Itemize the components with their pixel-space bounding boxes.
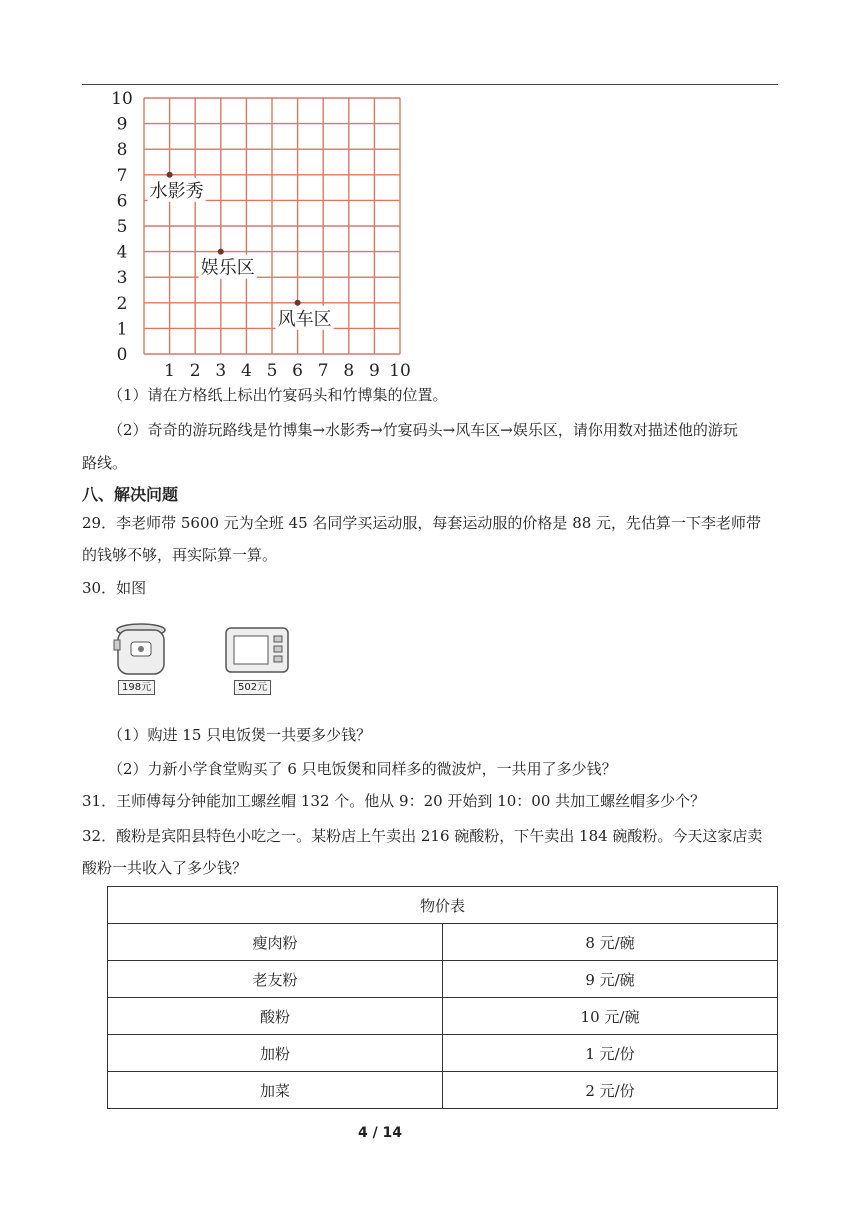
coordinate-grid [108,88,428,378]
y-tick-label: 10 [111,89,133,109]
x-tick-label: 3 [215,361,227,378]
table-cell-price: 10 元/碗 [443,998,778,1035]
y-tick-label: 9 [116,114,128,135]
table-cell-item: 加粉 [108,1035,443,1072]
grid-point [218,249,224,255]
table-cell-item: 加菜 [108,1072,443,1109]
y-tick-label: 4 [116,242,128,263]
table-row [108,1072,778,1109]
q30-sub2: （2）力新小学食堂购买了 6 只电饭煲和同样多的微波炉，一共用了多少钱？ [108,760,617,778]
table-row [108,924,778,961]
q32-line1: 32．酸粉是宾阳县特色小吃之一。某粉店上午卖出 216 碗酸粉，下午卖出 184 碗酸粉。今天这家店卖 [82,827,763,845]
section-title: 八、解决问题 [82,485,179,504]
y-tick-label: 6 [116,191,128,212]
q28-sub2-line1: （2）奇奇的游玩路线是竹博集→水影秀→竹宴码头→风车区→娱乐区，请你用数对描述他的游玩 [108,421,738,439]
rice-cooker-price: 198元 [118,680,155,695]
y-tick-label: 7 [116,165,128,186]
table-cell-item: 酸粉 [108,998,443,1035]
table-row [108,1035,778,1072]
x-tick-label: 9 [368,361,380,378]
y-tick-label: 1 [116,319,128,340]
price-table [107,886,778,1109]
table-row [108,998,778,1035]
q29-line1: 29．李老师带 5600 元为全班 45 名同学买运动服，每套运动服的价格是 88 元，先估算一下李老师带 [82,514,762,532]
table-cell-price: 9 元/碗 [443,961,778,998]
page-number: 4 / 14 [357,1125,403,1141]
x-tick-label: 1 [164,361,176,378]
grid-point [167,172,173,178]
y-tick-label: 3 [116,268,128,289]
x-tick-label: 4 [240,361,252,378]
q32-line2: 酸粉一共收入了多少钱？ [82,859,248,877]
q30-sub1: （1）购进 15 只电饭煲一共要多少钱？ [108,726,372,744]
q30-title: 30．如图 [82,579,147,597]
header-rule [82,84,778,85]
x-tick-label: 5 [266,361,278,378]
table-row [108,961,778,998]
y-tick-label: 8 [116,140,128,161]
q28-sub1: （1）请在方格纸上标出竹宴码头和竹博集的位置。 [108,386,448,404]
price-table-title-row [108,887,778,924]
rice-cooker-icon [108,620,178,680]
price-table-title: 物价表 [108,887,778,924]
microwave-icon [222,620,292,680]
grid-point [295,300,301,306]
rice-cooker-figure [108,620,178,693]
grid-chart [108,88,428,378]
microwave-price: 502元 [234,680,271,695]
table-cell-price: 1 元/份 [443,1035,778,1072]
y-tick-label: 5 [116,217,128,237]
x-tick-label: 10 [389,361,411,378]
table-cell-price: 8 元/碗 [443,924,778,961]
x-tick-label: 7 [317,361,329,378]
y-tick-label: 0 [116,345,128,365]
x-tick-label: 6 [292,361,304,378]
x-tick-label: 2 [189,361,201,378]
point-label: 风车区 [277,308,332,330]
y-tick-label: 2 [116,293,128,314]
q28-sub2-line2: 路线。 [82,454,128,472]
table-cell-item: 老友粉 [108,961,443,998]
point-label: 水影秀 [149,180,204,202]
table-cell-item: 瘦肉粉 [108,924,443,961]
x-tick-label: 8 [343,361,355,378]
q29-line2: 的钱够不够，再实际算一算。 [82,546,278,564]
q31: 31．王师傅每分钟能加工螺丝帽 132 个。他从 9：20 开始到 10：00 共加工螺丝帽多少个？ [82,792,706,810]
table-cell-price: 2 元/份 [443,1072,778,1109]
microwave-figure [222,620,292,693]
point-label: 娱乐区 [200,257,255,279]
